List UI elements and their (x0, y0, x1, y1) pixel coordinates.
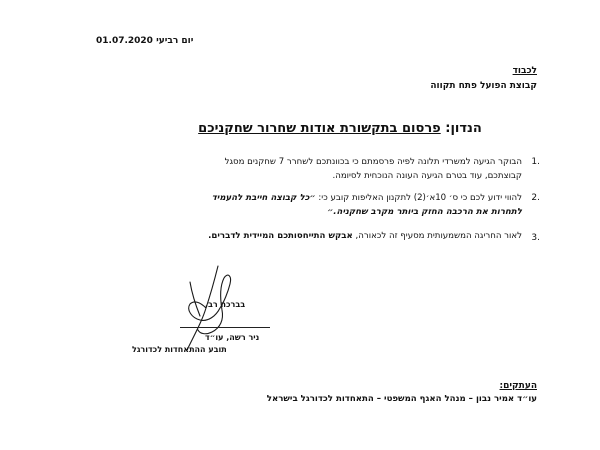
item-paragraph-1 (82, 155, 522, 183)
item-3-text: לאור החריגה המשמעותית מסעיף זה לכאורה, (352, 231, 522, 241)
signatory-title: תובע ההתאחדות לכדורגל (132, 345, 227, 354)
item-1-line-1: הבוקר הגיעה למשרדי תלונה לפיה פרסמתם כי בכוונתכם לשחרר 7 שחקנים מסגל (224, 157, 522, 167)
item-number-1: 1. (531, 157, 540, 167)
item-2-text: להווי ידוע לכם כי ס׳ 10א׳(2) לתקנון האליפות קובע כי: (315, 193, 522, 203)
letter-date: 01.07.2020 יום רביעי (96, 36, 194, 46)
item-2-quote-end: לתחרות את הרכבה החזק ביותר מקרב שחקניה.״ (327, 207, 522, 217)
signature-line (180, 327, 270, 328)
copies-label: העתקים: (499, 381, 537, 391)
signatory-name: ניר רשה, עו״ד (205, 333, 260, 342)
item-paragraph-3 (82, 229, 522, 243)
item-1-line-2: קבוצתכם, עוד בטרם הגיעה העונה הנוכחית לסיומה. (332, 171, 522, 181)
item-number-2: 2. (531, 193, 540, 203)
subject-text: פרסום בתקשורת אודות שחרור שחקניכם (198, 121, 441, 136)
item-paragraph-2 (82, 191, 522, 219)
subject-line (0, 121, 600, 136)
item-2-line-1 (82, 191, 522, 205)
item-2-quote-start: ״כל קבוצה חייבת להעמיד (211, 193, 316, 203)
copies-item: עו״ד אמיר נבון – מנהל האגף המשפטי – התאחדות לכדורגל בישראל (266, 394, 537, 404)
signature-regards: בברכה רב, (205, 300, 246, 309)
recipient-name: קבוצת הפועל פתח תקווה (430, 81, 537, 91)
item-3-emphasis: אבקש התייחסותכם המיידית לדברים. (208, 231, 353, 241)
subject-label: הנדון: (445, 121, 482, 136)
recipient-label: לכבוד (512, 66, 537, 76)
item-number-3: 3. (531, 233, 540, 243)
